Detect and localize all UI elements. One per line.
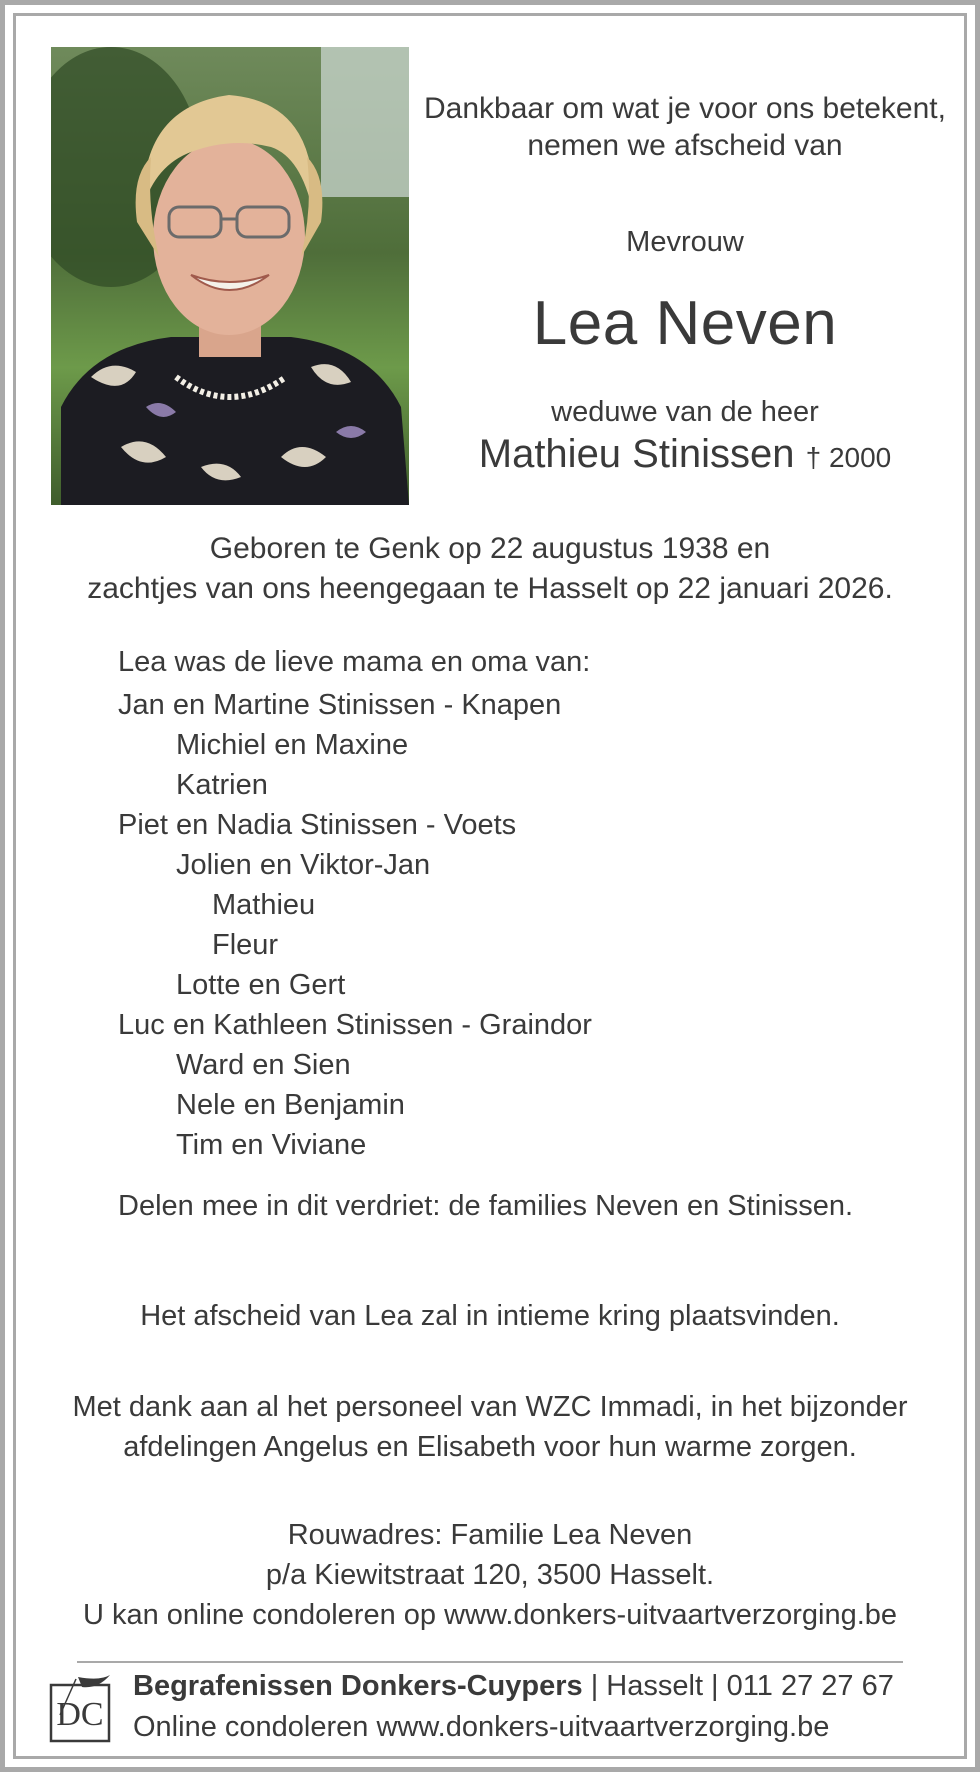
spouse-name: Mathieu Stinissen [478, 432, 795, 476]
share-grief-text: Delen mee in dit verdriet: de families Neven en Stinissen. [118, 1190, 854, 1222]
spouse-death-year: † 2000 [805, 442, 892, 473]
intro-line-2: nemen we afscheid van [527, 129, 843, 162]
family-member: Ward en Sien [176, 1049, 351, 1081]
family-member: Jan en Martine Stinissen - Knapen [118, 689, 562, 721]
mourning-address [60, 1515, 920, 1635]
family-member: Mathieu [212, 889, 316, 921]
thanks-text [60, 1387, 920, 1467]
footer-condolence-link[interactable]: Online condoleren www.donkers-uitvaartverzorging.be [133, 1711, 830, 1743]
svg-text:DC: DC [56, 1696, 104, 1733]
widow-label: weduwe van de heer [551, 396, 819, 428]
birth-death-text [60, 529, 920, 609]
address-line-1: Rouwadres: Familie Lea Neven [287, 1519, 693, 1551]
funeral-home-logo [48, 1675, 114, 1743]
family-list [118, 685, 592, 1165]
deceased-name: Lea Neven [532, 289, 838, 358]
spouse-line [420, 432, 950, 477]
birth-line-1: Geboren te Genk op 22 augustus 1938 en [209, 532, 771, 565]
thanks-line-1: Met dank aan al het personeel van WZC Immadi, in het bijzonder [72, 1391, 908, 1423]
intro-line-1: Dankbaar om wat je voor ons betekent, [424, 92, 946, 125]
family-member: Nele en Benjamin [176, 1089, 405, 1121]
portrait-photo [51, 47, 409, 505]
family-member: Jolien en Viktor-Jan [176, 849, 431, 881]
family-member: Katrien [176, 769, 268, 801]
family-member: Piet en Nadia Stinissen - Voets [118, 809, 517, 841]
funeral-home-name: Begrafenissen Donkers-Cuypers [133, 1670, 583, 1702]
intro-text [420, 90, 950, 164]
family-member: Luc en Kathleen Stinissen - Graindor [118, 1009, 592, 1041]
farewell-text: Het afscheid van Lea zal in intieme kring plaatsvinden. [140, 1300, 840, 1332]
address-line-2: p/a Kiewitstraat 120, 3500 Hasselt. [265, 1559, 715, 1591]
family-member: Fleur [212, 929, 279, 961]
family-member: Lotte en Gert [176, 969, 346, 1001]
thanks-line-2: afdelingen Angelus en Elisabeth voor hun warme zorgen. [123, 1431, 857, 1463]
funeral-home-contact: | Hasselt | 011 27 27 67 [582, 1670, 894, 1702]
family-member: Tim en Viviane [176, 1129, 367, 1161]
funeral-home-line [133, 1670, 894, 1703]
birth-line-2: zachtjes van ons heengegaan te Hasselt op 22 januari 2026. [87, 572, 893, 605]
footer-divider [77, 1661, 903, 1663]
honorific: Mevrouw [626, 226, 744, 258]
family-intro: Lea was de lieve mama en oma van: [118, 646, 591, 678]
condolence-link[interactable]: U kan online condoleren op www.donkers-uitvaartverzorging.be [82, 1599, 898, 1631]
family-member: Michiel en Maxine [176, 729, 409, 761]
